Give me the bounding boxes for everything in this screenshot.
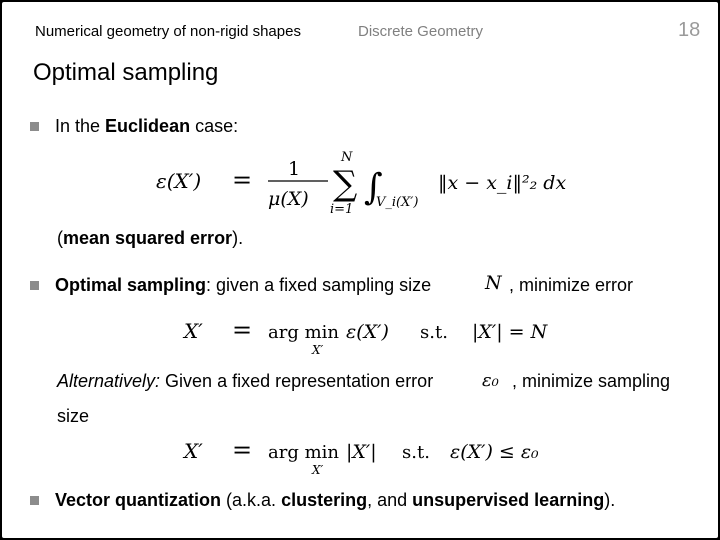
such-that: s.t. xyxy=(402,442,430,463)
integrand: ‖x − x_i‖²₂ dx xyxy=(438,172,567,194)
argmin-label: arg min xyxy=(268,322,339,343)
bullet-text: ). xyxy=(604,490,616,510)
bullet-bold: Vector quantization xyxy=(55,490,222,510)
objective: ε(X′) xyxy=(346,321,389,343)
bullet-bold: Euclidean xyxy=(105,116,191,136)
integral-domain: V_i(X′) xyxy=(376,195,419,210)
constraint: ε(X′) ≤ ε₀ xyxy=(450,441,539,463)
bullet-vector-quantization xyxy=(55,490,615,511)
sum-upper-limit: N xyxy=(341,150,353,165)
alternative-body-2: , minimize sampling xyxy=(512,371,671,391)
bullet-text: case: xyxy=(190,116,239,136)
fraction-denominator: μ(X) xyxy=(268,188,309,210)
bullet-text: In the xyxy=(55,116,106,136)
mse-note xyxy=(57,228,243,249)
sum-lower-limit: i=1 xyxy=(330,202,354,217)
mse-bold: mean squared error xyxy=(63,228,233,248)
fraction-numerator: 1 xyxy=(288,158,301,180)
bullet-text: : given a fixed sampling size xyxy=(206,275,432,295)
bullet-optimal-sampling xyxy=(55,275,431,296)
mse-open: ( xyxy=(57,228,63,248)
bullet-marker xyxy=(30,281,39,290)
section-title: Discrete Geometry xyxy=(358,23,484,40)
constraint: |X′| = N xyxy=(472,321,548,343)
slide-title: Optimal sampling xyxy=(33,59,219,86)
formula-lhs: X′ xyxy=(184,319,203,343)
bullet-marker xyxy=(30,496,39,505)
objective: |X′| xyxy=(346,441,377,463)
mse-close: ). xyxy=(232,228,244,248)
alternative-body: Given a fixed representation error xyxy=(160,371,434,391)
alternative-text xyxy=(57,371,433,392)
argmin-subscript: X′ xyxy=(312,463,324,477)
alternative-line2: size xyxy=(57,406,90,426)
course-title: Numerical geometry of non-rigid shapes xyxy=(35,23,301,40)
bullet-bold: clustering xyxy=(281,490,368,510)
bullet-euclidean xyxy=(55,116,238,137)
integral-symbol: ∫ xyxy=(364,167,383,208)
argmin-label: arg min xyxy=(268,442,339,463)
bullet-bold: unsupervised learning xyxy=(412,490,605,510)
such-that: s.t. xyxy=(420,322,448,343)
error-formula xyxy=(152,147,572,219)
formula-equals: = xyxy=(232,166,253,194)
bullet-text: , minimize error xyxy=(509,275,634,295)
alternative-italic: Alternatively: xyxy=(57,371,161,391)
symbol-N: N xyxy=(485,272,502,294)
optimization-formula-1 xyxy=(180,308,580,358)
symbol-epsilon0: ε₀ xyxy=(482,370,499,391)
bullet-marker xyxy=(30,122,39,131)
slide xyxy=(2,2,718,538)
optimization-formula-2 xyxy=(180,430,580,480)
formula-equals: = xyxy=(232,436,253,464)
bullet-bold: Optimal sampling xyxy=(55,275,207,295)
bullet-text: (a.k.a. xyxy=(221,490,282,510)
page-number: 18 xyxy=(678,19,701,41)
formula-equals: = xyxy=(232,316,253,344)
bullet-text: , and xyxy=(367,490,413,510)
formula-lhs: ε(X′) xyxy=(156,169,202,193)
sum-symbol: ∑ xyxy=(333,164,358,204)
argmin-subscript: X′ xyxy=(312,343,324,357)
formula-lhs: X′ xyxy=(184,439,203,463)
